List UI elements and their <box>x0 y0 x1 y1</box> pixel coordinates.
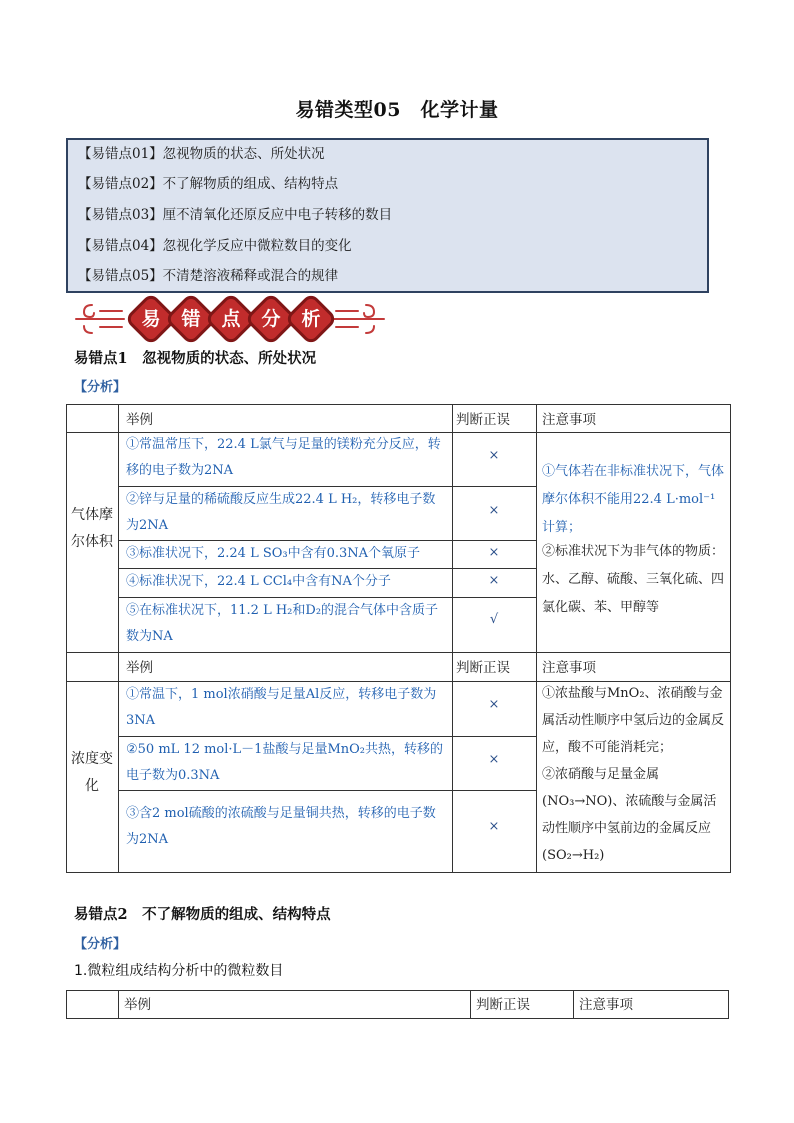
judgement-mark: √ <box>489 612 499 627</box>
judgement-mark: × <box>488 448 500 463</box>
page-title: 易错类型05 化学计量 <box>295 99 499 121</box>
column-header-note: 注意事项 <box>579 997 633 1013</box>
example-cell: ③含2 mol硫酸的浓硫酸与足量铜共热，转移的电子数为2NA <box>126 806 436 847</box>
summary-item: 【易错点02】不了解物质的组成、结构特点 <box>78 176 339 192</box>
note-cell: ①浓盐酸与MnO₂、浓硝酸与金属活动性顺序中氢后边的金属反应，酸不可能消耗完； <box>542 686 725 755</box>
column-header-example: 举例 <box>126 660 153 676</box>
column-header-example: 举例 <box>124 997 151 1013</box>
row-group-label: 气体摩尔体积 <box>71 507 113 550</box>
summary-item: 【易错点03】厘不清氧化还原反应中电子转移的数目 <box>78 207 393 223</box>
judgement-mark: × <box>488 545 500 560</box>
judgement-mark: × <box>488 697 500 712</box>
error-points-summary-box <box>66 138 709 293</box>
summary-item: 【易错点01】忽视物质的状态、所处状况 <box>78 146 325 162</box>
column-header-judge: 判断正误 <box>456 660 510 676</box>
judgement-mark: × <box>488 819 500 834</box>
section-heading: 易错点2 不了解物质的组成、结构特点 <box>74 906 331 923</box>
banner-char: 错 <box>181 308 201 330</box>
section-heading: 易错点1 忽视物质的状态、所处状况 <box>74 350 317 367</box>
column-header-note: 注意事项 <box>542 412 596 428</box>
column-header-judge: 判断正误 <box>456 412 510 428</box>
banner-char: 析 <box>301 308 321 330</box>
banner-char: 点 <box>221 308 241 330</box>
summary-item: 【易错点05】不清楚溶液稀释或混合的规律 <box>78 268 339 284</box>
note-cell: ①气体若在非标准状况下，气体摩尔体积不能用22.4 L·mol⁻¹计算； <box>542 464 725 535</box>
column-header-example: 举例 <box>126 412 153 428</box>
column-header-note: 注意事项 <box>542 660 596 676</box>
example-cell: ①常温下，1 mol浓硝酸与足量Al反应，转移电子数为3NA <box>126 687 437 728</box>
judgement-mark: × <box>488 752 500 767</box>
judgement-mark: × <box>488 573 500 588</box>
banner-char: 分 <box>261 308 281 330</box>
summary-item: 【易错点04】忽视化学反应中微粒数目的变化 <box>78 238 352 254</box>
example-cell: ②50 mL 12 mol·L－1盐酸与足量MnO₂共热，转移的电子数为0.3NA <box>126 742 443 783</box>
analysis-tag: 【分析】 <box>74 380 127 395</box>
analysis-banner <box>70 293 390 345</box>
note-cell: ②浓硝酸与足量金属(NO₃→NO)、浓硫酸与金属活动性顺序中氢前边的金属反应(SO₂→H₂) <box>542 767 717 863</box>
example-cell: ⑤在标准状况下，11.2 L H₂和D₂的混合气体中含质子数为NA <box>126 603 439 644</box>
example-cell: ①常温常压下，22.4 L氯气与足量的镁粉充分反应，转移的电子数为2NA <box>126 437 441 478</box>
judgement-mark: × <box>488 503 500 518</box>
example-cell: ③标准状况下，2.24 L SO₃中含有0.3NA个氧原子 <box>126 546 421 561</box>
column-header-judge: 判断正误 <box>476 997 530 1013</box>
banner-char: 易 <box>141 308 161 330</box>
analysis-tag: 【分析】 <box>74 937 127 952</box>
sub-heading: 1.微粒组成结构分析中的微粒数目 <box>74 963 284 979</box>
note-cell: ②标准状况下为非气体的物质：水、乙醇、硫酸、三氧化硫、四氯化碳、苯、甲醇等 <box>542 544 725 615</box>
example-cell: ④标准状况下，22.4 L CCl₄中含有NA个分子 <box>126 574 391 589</box>
example-cell: ②锌与足量的稀硫酸反应生成22.4 L H₂，转移电子数为2NA <box>126 492 436 533</box>
row-group-label: 浓度变化 <box>71 751 113 794</box>
